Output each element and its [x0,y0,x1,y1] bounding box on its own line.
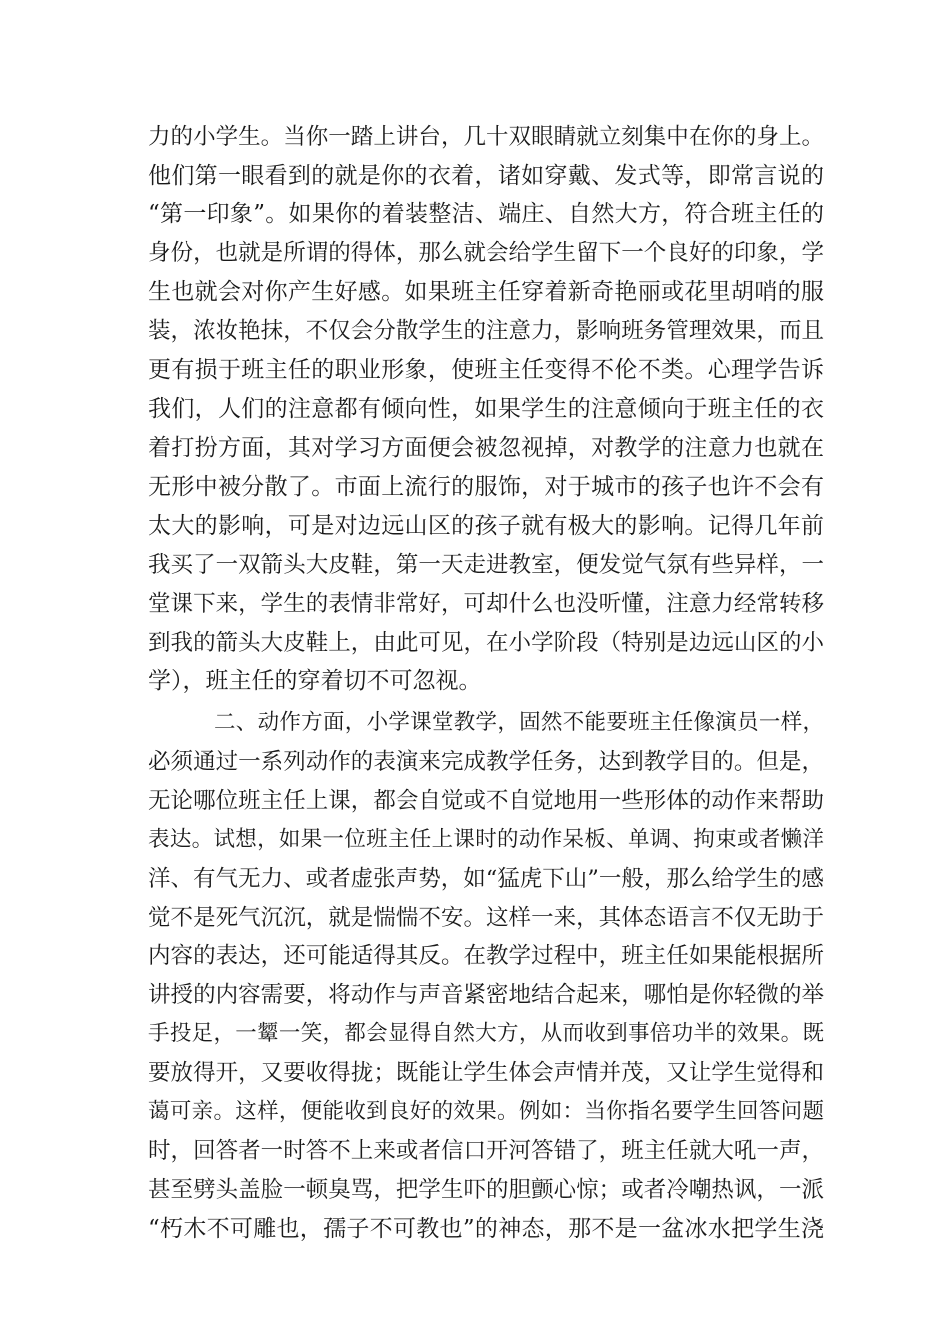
text-line: 时，回答者一时答不上来或者信口开河答错了，班主任就大吼一声， [148,1138,824,1164]
text-line: 要放得开，又要收得拢；既能让学生体会声情并茂，又让学生觉得和 [148,1060,824,1086]
text-line: 太大的影响，可是对边远山区的孩子就有极大的影响。记得几年前 [148,513,824,539]
text-line: 无论哪位班主任上课，都会自觉或不自觉地用一些形体的动作来帮助 [148,788,824,814]
text-line: 他们第一眼看到的就是你的衣着，诸如穿戴、发式等，即常言说的 [148,163,824,189]
text-line: 身份，也就是所谓的得体，那么就会给学生留下一个良好的印象，学 [148,240,824,266]
text-line: 蔼可亲。这样，便能收到良好的效果。例如：当你指名要学生回答问题 [148,1099,824,1124]
text-line: 觉不是死气沉沉，就是惴惴不安。这样一来，其体态语言不仅无助于 [148,905,824,931]
text-line: 表达。试想，如果一位班主任上课时的动作呆板、单调、拘束或者懒洋 [148,827,824,852]
text-line: “第一印象”。如果你的着装整洁、端庄、自然大方，符合班主任的 [148,201,824,227]
text-line: 到我的箭头大皮鞋上，由此可见，在小学阶段（特别是边远山区的小 [148,630,824,656]
text-line: 内容的表达，还可能适得其反。在教学过程中，班主任如果能根据所 [148,943,824,969]
text-line: 手投足，一颦一笑，都会显得自然大方，从而收到事倍功半的效果。既 [148,1021,824,1046]
text-line: 必须通过一系列动作的表演来完成教学任务，达到教学目的。但是， [148,749,824,775]
text-line: 我买了一双箭头大皮鞋，第一天走进教室，便发觉气氛有些异样，一 [148,552,824,578]
text-line: 更有损于班主任的职业形象，使班主任变得不伦不类。心理学告诉 [148,357,824,383]
text-line-indented: 二、动作方面，小学课堂教学，固然不能要班主任像演员一样， [214,710,824,735]
text-line: 着打扮方面，其对学习方面便会被忽视掉，对教学的注意力也就在 [148,435,824,461]
text-line: 学），班主任的穿着切不可忽视。 [148,668,482,694]
text-line: 生也就会对你产生好感。如果班主任穿着新奇艳丽或花里胡哨的服 [148,279,824,305]
text-line: 洋、有气无力、或者虚张声势，如“猛虎下山”一般，那么给学生的感 [148,866,824,892]
text-line: 无形中被分散了。市面上流行的服饰，对于城市的孩子也许不会有 [148,474,824,500]
text-line: 堂课下来，学生的表情非常好，可却什么也没听懂，注意力经常转移 [148,591,824,617]
text-line: 甚至劈头盖脸一顿臭骂，把学生吓的胆颤心惊；或者冷嘲热讽，一派 [148,1177,824,1203]
text-line: 讲授的内容需要，将动作与声音紧密地结合起来，哪怕是你轻微的举 [148,982,824,1008]
text-line: 力的小学生。当你一踏上讲台，几十双眼睛就立刻集中在你的身上。 [148,124,824,150]
text-line: 我们，人们的注意都有倾向性，如果学生的注意倾向于班主任的衣 [148,396,824,422]
text-line: “朽木不可雕也，孺子不可教也”的神态，那不是一盆冰水把学生浇 [148,1216,824,1242]
text-line: 装，浓妆艳抹，不仅会分散学生的注意力，影响班务管理效果，而且 [148,318,824,344]
